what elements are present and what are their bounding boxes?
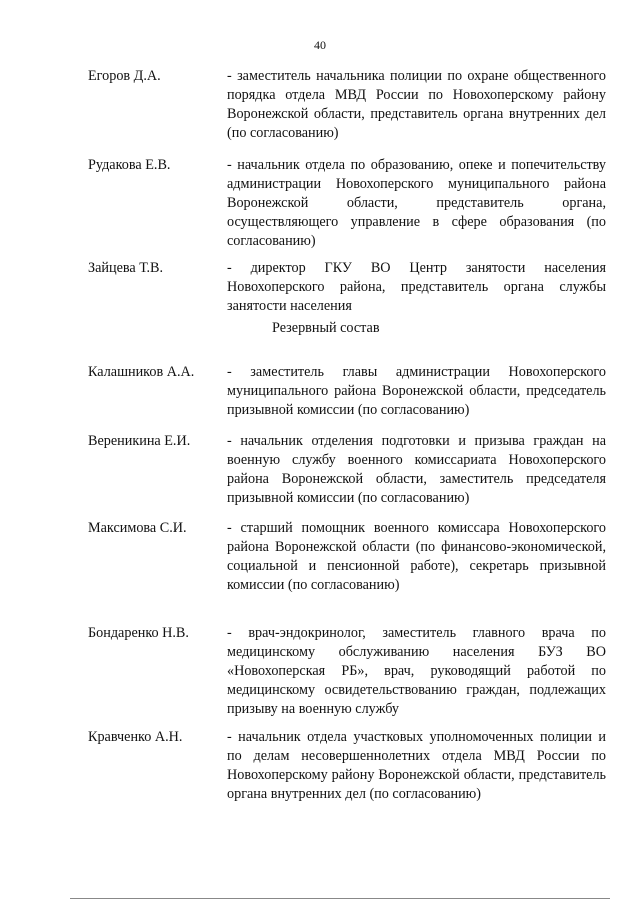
member-name: Калашников А.А. [88,364,195,380]
member-role: - врач-эндокринолог, заместитель главного врача по медицинскому обслуживанию населения БУЗ ВО «Новохоперская РБ», врач, руководящий работой по медицинскому освидетельствованию граждан, подлежащих призыву на военную службу [227,625,606,717]
member-name: Бондаренко Н.В. [88,625,189,641]
member-name: Рудакова Е.В. [88,157,171,173]
member-entry-bondarenko [88,624,606,719]
member-entry-rudakova [88,156,606,251]
reserve-section-heading: Резервный состав [272,320,380,336]
member-entry-verenikina [88,432,606,508]
member-name: Егоров Д.А. [88,68,161,84]
member-name: Зайцева Т.В. [88,260,164,276]
page-number: 40 [314,38,326,52]
member-role: - старший помощник военного комиссара Новохоперского района Воронежской области (по финансово-экономической, социальной и пенсионной работе), секретарь призывной комиссии (по согласованию) [227,520,606,593]
member-entry-kalashnikov [88,363,606,420]
member-entry-kravchenko [88,728,606,804]
member-entry-zaytseva [88,259,606,316]
page-bottom-rule [70,898,610,899]
member-entry-maksimova [88,519,606,595]
member-name: Кравченко А.Н. [88,729,183,745]
member-role: - начальник отдела участковых уполномоченных полиции и по делам несовершеннолетних отдела МВД России по Новохоперскому району Воронежской области, представитель органа внутренних дел (по согласованию) [227,729,606,802]
member-role: - заместитель начальника полиции по охране общественного порядка отдела МВД России по Новохоперскому району Воронежской области, представитель органа внутренних дел (по согласованию) [227,68,606,141]
member-role: - начальник отдела по образованию, опеке и попечительству администрации Новохоперского муниципального района Воронежской области, представитель органа, осуществляющего управление в сфере образования (по согласованию) [227,157,606,249]
member-role: - начальник отделения подготовки и призыва граждан на военную службу военного комиссариата Новохоперского района Воронежской области, заместитель председателя призывной комиссии (по согласованию) [227,433,606,506]
member-entry-egorov [88,67,606,143]
member-role: - заместитель главы администрации Новохоперского муниципального района Воронежской области, председатель призывной комиссии (по согласованию) [227,364,606,418]
member-name: Вереникина Е.И. [88,433,191,449]
member-name: Максимова С.И. [88,520,187,536]
member-role: - директор ГКУ ВО Центр занятости населения Новохоперского района, представитель органа службы занятости населения [227,260,606,314]
